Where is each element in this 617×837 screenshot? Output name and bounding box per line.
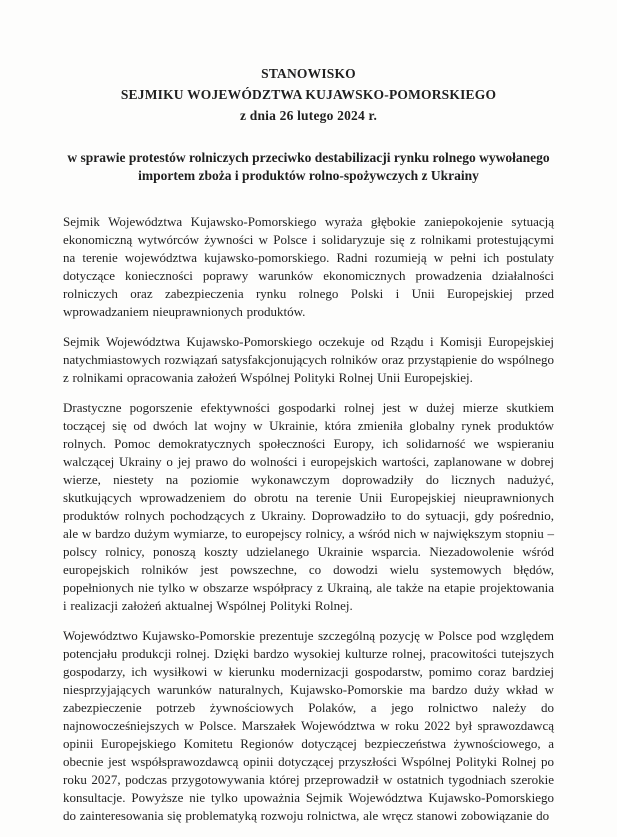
document-header [63, 63, 554, 126]
document-content [63, 63, 554, 825]
document-date-line: z dnia 26 lutego 2024 r. [239, 108, 378, 123]
paragraph-3: Drastyczne pogorszenie efektywności gospodarki rolnej jest w dużej mierze skutkiem toczącej się od dwóch lat wojny w Ukrainie, która zmieniła globalny rynek produktów rolnych. Pomoc demokratycznych społeczności Europy, ich solidarność we wspieraniu walczącej Ukrainy o jej prawo do wolności i europejskich wartości, zaplanowane w dobrej wierze, niestety na poziomie wykonawczym doprowadziły do licznych nadużyć, skutkujących wprowadzeniem do obrotu na terenie Unii Europejskiej nieuprawnionych produktów rolnych pochodzących z Ukrainy. Doprowadziło to do sytuacji, gdy pośrednio, ale w bardzo dużym wymiarze, to europejscy rolnicy, a wśród nich w największym stopniu – polscy rolnicy, ponoszą koszty udzielanego Ukrainie wsparcia. Niezadowolenie wśród europejskich rolników jest powszechne, co dowodzi wielu systemowych błędów, popełnionych nie tylko w obszarze współpracy z Ukrainą, ale także na etapie projektowania i realizacji założeń aktualnej Wspólnej Polityki Rolnej. [63, 400, 554, 613]
document-body [63, 213, 554, 825]
paragraph-1: Sejmik Województwa Kujawsko-Pomorskiego wyraża głębokie zaniepokojenie sytuacją ekonomiczną wytwórców żywności w Polsce i solidaryzuje się z rolnikami protestującymi na terenie województwa kujawsko-pomorskiego. Radni rozumieją w pełni ich postulaty dotyczące konieczności poprawy warunków ekonomicznych prowadzenia działalności rolniczych oraz zabezpieczenia rynku rolnego Polski i Unii Europejskiej przed wprowadzaniem nieuprawnionych produktów. [63, 214, 554, 319]
paragraph-4: Województwo Kujawsko-Pomorskie prezentuje szczególną pozycję w Polsce pod względem potencjału produkcji rolnej. Dzięki bardzo wysokiej kulturze rolnej, pracowitości tutejszych gospodarzy, ich wysiłkowi w kierunku modernizacji gospodarstw, pomimo coraz bardziej niesprzyjających warunków naturalnych, Kujawsko-Pomorskie ma bardzo duży wkład w zabezpieczenie potrzeb żywnościowych Polaków, a jego rolnictwo należy do najnowocześniejszych w Polsce. Marszałek Województwa w roku 2022 był sprawozdawcą opinii Europejskiego Komitetu Regionów dotyczącej bezpieczeństwa żywnościowego, a obecnie jest współsprawozdawcą opinii dotyczącej przyszłości Wspólnej Polityki Rolnej po roku 2027, podczas przygotowywania której przeprowadził w ostatnich tygodniach szerokie konsultacje. Powyższe nie tylko upoważnia Sejmik Województwa Kujawsko-Pomorskiego do zainteresowania się problematyką rozwoju rolnictwa, ale wręcz stanowi zobowiązanie do [63, 628, 554, 823]
document-subject: w sprawie protestów rolniczych przeciwko destabilizacji rynku rolnego wywołanego importem zboża i produktów rolno-spożywczych z Ukrainy [67, 150, 550, 183]
document-type-title: STANOWISKO [261, 66, 356, 81]
document-issuer-title: SEJMIKU WOJEWÓDZTWA KUJAWSKO-POMORSKIEGO [120, 87, 497, 102]
paragraph-2: Sejmik Województwa Kujawsko-Pomorskiego oczekuje od Rządu i Komisji Europejskiej natychmiastowych rozwiązań satysfakcjonujących rolników oraz przystąpienie do wspólnego z rolnikami opracowania założeń Wspólnej Polityki Rolnej Unii Europejskiej. [63, 334, 554, 385]
